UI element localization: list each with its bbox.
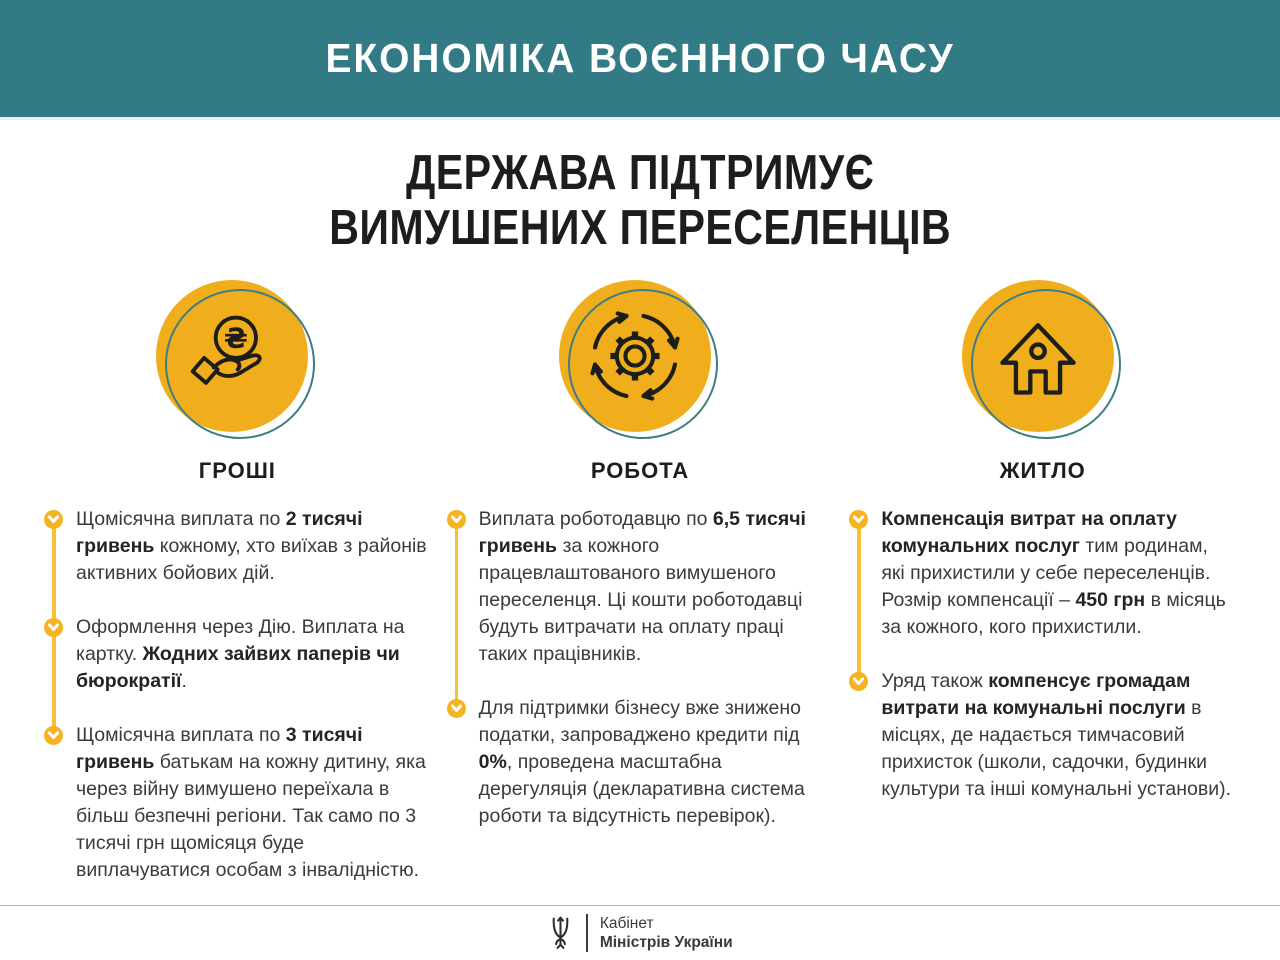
bullet-item <box>44 722 431 884</box>
chevron-down-icon <box>44 618 63 637</box>
bullet-list <box>44 506 431 884</box>
header-divider <box>0 117 1280 120</box>
bullet-text: Щомісячна виплата по 2 тисячі гривень кожному, хто виїхав з районів активних бойових дій. <box>76 507 427 584</box>
footer-org <box>600 914 733 952</box>
column-label-work: РОБОТА <box>590 457 690 483</box>
housing-icon-badge <box>960 280 1126 444</box>
house-icon <box>990 308 1086 404</box>
main-title-line2: ВИМУШЕНИХ ПЕРЕСЕЛЕНЦІВ <box>329 200 951 255</box>
yellow-disc <box>962 280 1114 432</box>
bullet-text: Уряд також компенсує громадам витрати на комунальні послуги в місцях, де надається тимчасовий прихисток (школи, садочки, будинки культури та інші комунальні установи). <box>881 669 1231 800</box>
bullet-item <box>849 668 1236 803</box>
column-label-money: ГРОШІ <box>198 457 276 483</box>
main-title-line1: ДЕРЖАВА ПІДТРИМУЄ <box>405 146 875 200</box>
column-work <box>447 280 834 911</box>
gear-cycle-arrows-icon <box>585 306 685 406</box>
tryzub-trident-icon <box>547 915 574 951</box>
hryvnia-symbol: ₴ <box>224 321 249 355</box>
footer-org-line1: Кабінет <box>599 915 654 932</box>
chevron-down-icon <box>44 510 63 529</box>
bullet-item <box>44 506 431 587</box>
yellow-disc <box>559 280 711 432</box>
column-housing <box>849 280 1236 911</box>
footer <box>0 905 1280 960</box>
hryvnia-coin-in-hand-icon <box>184 308 280 404</box>
footer-org-line2: Міністрів України <box>599 934 733 951</box>
bullet-item <box>447 695 834 830</box>
bullet-list <box>447 506 834 830</box>
yellow-disc <box>156 280 308 432</box>
column-label-housing: ЖИТЛО <box>999 457 1086 483</box>
bullet-text: Виплата роботодавцю по 6,5 тисячі гривень за кожного працевлаштованого вимушеного переселенця. Ці кошти роботодавці будуть витрачати на оплату праці таких працівників. <box>478 507 806 665</box>
main-title-block <box>0 146 1280 256</box>
columns-section <box>0 280 1280 911</box>
bullet-text: Оформлення через Дію. Виплата на картку. Жодних зайвих паперів чи бюрократії. <box>76 615 405 692</box>
bullet-item <box>447 506 834 668</box>
bullet-item <box>44 614 431 695</box>
bullet-item <box>849 506 1236 641</box>
bullet-text: Компенсація витрат на оплату комунальних послуг тим родинам, які прихистили у себе переселенців. Розмір компенсації – 450 грн в місяць за кожного, кого прихистили. <box>881 507 1226 638</box>
header-banner <box>0 0 1280 117</box>
column-money <box>44 280 431 911</box>
chevron-down-icon <box>849 672 868 691</box>
footer-divider <box>586 914 588 952</box>
header-title: ЕКОНОМІКА ВОЄННОГО ЧАСУ <box>325 35 955 81</box>
chevron-down-icon <box>447 510 466 529</box>
timeline-connector <box>857 519 861 681</box>
main-title <box>329 146 951 256</box>
work-icon-badge <box>557 280 723 444</box>
chevron-down-icon <box>44 726 63 745</box>
chevron-down-icon <box>849 510 868 529</box>
money-icon-badge <box>154 280 320 444</box>
timeline-connector <box>455 519 459 708</box>
bullet-list <box>849 506 1236 803</box>
bullet-text: Щомісячна виплата по 3 тисячі гривень батькам на кожну дитину, яка через війну вимушено переїхала в більш безпечні регіони. Так само по 3 тисячі грн щомісяця буде виплачуватися особам з інвалідністю. <box>76 723 426 881</box>
bullet-text: Для підтримки бізнесу вже знижено податки, запроваджено кредити під 0%, проведена масштабна дерегуляція (декларативна система роботи та відсутність перевірок). <box>478 696 805 827</box>
chevron-down-icon <box>447 699 466 718</box>
